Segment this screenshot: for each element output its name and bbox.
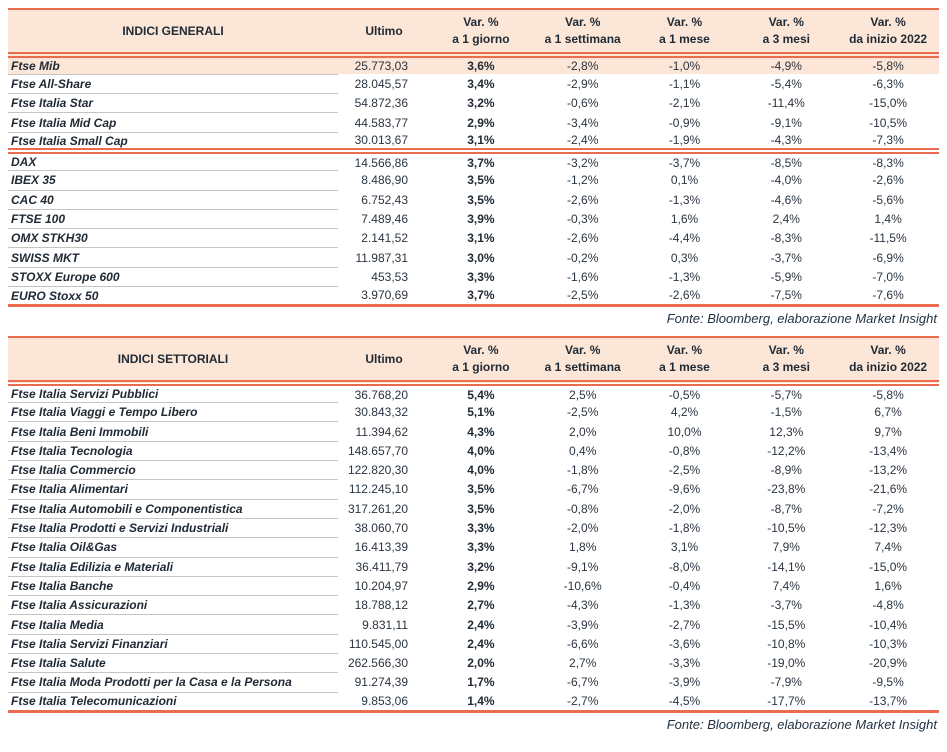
var-value: -13,7% xyxy=(869,694,908,708)
var-value: -6,3% xyxy=(872,76,904,91)
var-value: -6,7% xyxy=(567,482,599,497)
var-value: -2,6% xyxy=(872,173,904,188)
var-value: 3,0% xyxy=(467,250,495,265)
period-label: da inizio 2022 xyxy=(849,360,928,375)
table-row xyxy=(8,55,939,74)
period-label: a 1 settimana xyxy=(544,32,621,46)
var-value: -5,4% xyxy=(770,76,802,91)
var-value: 2,0% xyxy=(569,424,597,439)
var-value: -2,6% xyxy=(668,288,701,303)
var-value: -7,2% xyxy=(872,501,904,516)
var-value: -1,8% xyxy=(567,463,599,478)
ultimo-value: 25.773,03 xyxy=(338,55,430,74)
table-title: INDICI GENERALI xyxy=(8,9,338,55)
index-name: Ftse Italia Mid Cap xyxy=(8,113,338,132)
var-value: -5,9% xyxy=(770,269,802,284)
index-name: Ftse Italia Star xyxy=(8,94,338,113)
index-name: CAC 40 xyxy=(8,190,338,209)
var-value: -2,5% xyxy=(668,463,701,478)
var-value: -3,7% xyxy=(770,598,802,613)
var-value: -2,7% xyxy=(567,694,599,708)
table-row xyxy=(8,267,939,286)
var-value: -2,8% xyxy=(532,55,634,74)
index-name: Ftse Italia Small Cap xyxy=(11,133,128,148)
var-value: -6,6% xyxy=(567,636,599,651)
table-row xyxy=(8,151,939,170)
var-value: -0,3% xyxy=(567,212,599,227)
column-header-var-1week xyxy=(532,9,634,55)
var-value: -1,9% xyxy=(668,133,701,148)
var-value: -1,6% xyxy=(567,269,599,284)
var-value: 3,3% xyxy=(467,269,495,284)
index-name: Ftse Italia Assicurazioni xyxy=(8,596,338,615)
var-value: 4,0% xyxy=(467,443,495,458)
table-header-row xyxy=(8,9,939,55)
var-value: 9,7% xyxy=(874,424,902,439)
table-row xyxy=(8,113,939,132)
var-label: Var. % xyxy=(768,343,804,358)
var-value: -2,0% xyxy=(567,521,599,536)
var-value: 1,4% xyxy=(467,694,495,708)
source-note: Fonte: Bloomberg, elaborazione Market Insight xyxy=(666,716,937,732)
var-value: -4,8% xyxy=(872,598,904,613)
var-value: 1,8% xyxy=(569,540,597,555)
var-value: -4,3% xyxy=(567,598,599,613)
var-value: -4,6% xyxy=(770,192,802,207)
period-label: da inizio 2022 xyxy=(849,32,928,46)
ultimo-value: 11.987,31 xyxy=(355,250,408,265)
table-row xyxy=(8,441,939,460)
table-row xyxy=(8,557,939,576)
ultimo-value: 2.141,52 xyxy=(361,231,408,246)
var-value: 1,4% xyxy=(874,212,902,227)
var-value: -7,0% xyxy=(872,269,904,284)
var-value: 3,6% xyxy=(430,55,532,74)
ultimo-value: 30.843,32 xyxy=(354,405,408,420)
var-value: -10,5% xyxy=(869,115,908,130)
var-value: -2,0% xyxy=(668,501,701,516)
var-value: -10,4% xyxy=(869,617,908,632)
ultimo-value: 14.566,86 xyxy=(338,151,430,170)
period-label: a 1 giorno xyxy=(452,360,510,375)
index-name: Ftse Italia Banche xyxy=(8,576,338,595)
column-header-ultimo: Ultimo xyxy=(338,9,430,55)
index-name: Ftse Italia Media xyxy=(8,615,338,634)
ultimo-value: 38.060,70 xyxy=(354,521,408,536)
var-value: 3,4% xyxy=(467,76,495,91)
var-value: 2,9% xyxy=(467,115,495,130)
ultimo-value: 18.788,12 xyxy=(354,598,408,613)
table-row xyxy=(8,538,939,557)
ultimo-value: 16.413,39 xyxy=(354,540,408,555)
table-row xyxy=(8,171,939,190)
var-value: -10,8% xyxy=(767,636,806,651)
var-value: -0,4% xyxy=(668,578,701,593)
ultimo-value: 9.831,11 xyxy=(362,617,408,632)
var-value: -11,5% xyxy=(869,231,907,246)
column-header-var-3months xyxy=(735,337,837,383)
table-row xyxy=(8,422,939,441)
var-value: -1,3% xyxy=(668,598,701,613)
var-value: -3,6% xyxy=(668,636,701,651)
var-value: -10,5% xyxy=(767,521,806,536)
var-value: 2,4% xyxy=(467,636,495,651)
var-label: Var. % xyxy=(565,343,601,358)
table-row xyxy=(8,634,939,653)
var-value: -5,7% xyxy=(770,387,802,402)
index-name: Ftse Italia Alimentari xyxy=(8,480,338,499)
var-value: -3,7% xyxy=(770,250,802,265)
var-value: -11,4% xyxy=(767,96,805,111)
var-value: -3,7% xyxy=(634,151,736,170)
var-value: -1,0% xyxy=(634,55,736,74)
var-value: -14,1% xyxy=(767,559,806,574)
var-value: -8,0% xyxy=(668,559,701,574)
column-header-var-ytd2022 xyxy=(837,9,939,55)
period-label: a 1 mese xyxy=(659,32,710,46)
var-value: 5,4% xyxy=(467,387,495,402)
index-name: Ftse Italia Oil&Gas xyxy=(8,538,338,557)
var-value: 12,3% xyxy=(769,424,804,439)
index-name: Ftse Italia Automobili e Componentistica xyxy=(8,499,338,518)
ultimo-value: 8.486,90 xyxy=(361,173,408,188)
var-value: -8,3% xyxy=(770,231,802,246)
period-label: a 1 giorno xyxy=(452,32,510,46)
var-value: -21,6% xyxy=(869,482,908,497)
var-value: 3,2% xyxy=(467,559,495,574)
ultimo-value: 9.853,06 xyxy=(361,694,408,708)
var-value: -0,6% xyxy=(567,96,599,111)
var-value: -8,7% xyxy=(770,501,802,516)
table-row xyxy=(8,615,939,634)
ultimo-value: 110.545,00 xyxy=(348,636,408,651)
index-name: Ftse Italia Salute xyxy=(8,654,338,673)
table-row xyxy=(8,480,939,499)
var-value: 2,4% xyxy=(467,617,495,632)
var-value: -9,1% xyxy=(567,559,599,574)
var-value: -2,5% xyxy=(567,288,599,303)
table-row xyxy=(8,132,939,151)
index-name: SWISS MKT xyxy=(8,248,338,267)
var-value: -15,0% xyxy=(869,96,908,111)
var-value: 3,7% xyxy=(430,151,532,170)
var-value: 7,4% xyxy=(772,578,800,593)
index-name: Ftse Italia Tecnologia xyxy=(8,441,338,460)
var-value: 3,7% xyxy=(467,288,495,303)
var-value: -2,1% xyxy=(668,96,701,111)
table-row xyxy=(8,248,939,267)
table-title: INDICI SETTORIALI xyxy=(8,337,338,383)
var-value: 3,1% xyxy=(467,231,495,246)
var-value: -2,6% xyxy=(567,231,599,246)
index-name: Ftse Italia Servizi Finanziari xyxy=(8,634,338,653)
var-value: -3,4% xyxy=(567,115,599,130)
var-value: 0,4% xyxy=(569,443,597,458)
ultimo-value: 3.970,69 xyxy=(361,288,408,303)
var-value: -5,8% xyxy=(872,387,904,402)
table-row xyxy=(8,209,939,228)
period-label: a 1 mese xyxy=(659,360,710,375)
table-row xyxy=(8,499,939,518)
ultimo-value: 28.045,57 xyxy=(354,76,408,91)
var-value: 2,9% xyxy=(467,578,495,593)
var-label: Var. % xyxy=(768,15,804,29)
index-name: FTSE 100 xyxy=(8,209,338,228)
var-value: 3,1% xyxy=(467,133,495,148)
index-name: Ftse Italia Beni Immobili xyxy=(8,422,338,441)
index-name: Ftse Italia Commercio xyxy=(8,461,338,480)
var-value: -9,5% xyxy=(872,675,904,690)
var-value: 3,3% xyxy=(467,521,495,536)
var-value: -4,3% xyxy=(770,133,802,148)
ultimo-value: 30.013,67 xyxy=(354,133,408,148)
var-value: -4,0% xyxy=(770,173,802,188)
var-value: -8,3% xyxy=(837,151,939,170)
var-value: -4,5% xyxy=(668,694,701,708)
var-value: -19,0% xyxy=(767,656,806,671)
table-row xyxy=(8,518,939,537)
var-value: 1,6% xyxy=(874,578,902,593)
column-header-var-ytd2022 xyxy=(837,337,939,383)
var-value: -2,4% xyxy=(567,133,599,148)
table-row xyxy=(8,673,939,692)
var-value: -0,2% xyxy=(567,250,599,265)
var-value: -5,6% xyxy=(872,192,904,207)
column-header-var-3months xyxy=(735,9,837,55)
period-label: a 1 settimana xyxy=(544,360,621,375)
ultimo-value: 262.566,30 xyxy=(347,656,408,671)
var-value: -10,6% xyxy=(563,578,602,593)
var-value: -15,0% xyxy=(869,559,908,574)
var-value: -7,5% xyxy=(770,288,802,303)
ultimo-value: 91.274,39 xyxy=(354,675,408,690)
var-value: -15,5% xyxy=(767,617,806,632)
var-label: Var. % xyxy=(666,343,703,358)
index-name: STOXX Europe 600 xyxy=(8,267,338,286)
table-row xyxy=(8,74,939,93)
sector-indices-table xyxy=(8,336,939,713)
var-value: -6,9% xyxy=(872,250,904,265)
table-row xyxy=(8,654,939,673)
ultimo-value: 10.204,97 xyxy=(354,578,408,593)
column-header-var-1week xyxy=(532,337,634,383)
ultimo-value: 148.657,70 xyxy=(347,443,408,458)
var-value: -4,4% xyxy=(668,231,701,246)
var-label: Var. % xyxy=(870,15,906,29)
var-label: Var. % xyxy=(870,343,906,358)
period-label: a 3 mesi xyxy=(762,32,810,46)
var-value: 1,7% xyxy=(467,675,495,690)
table-row xyxy=(8,287,939,306)
source-note: Fonte: Bloomberg, elaborazione Market Insight xyxy=(666,311,937,327)
table-row xyxy=(8,190,939,209)
var-label: Var. % xyxy=(463,343,499,358)
period-label: a 3 mesi xyxy=(762,360,810,375)
var-value: 5,1% xyxy=(467,405,495,420)
ultimo-value: 54.872,36 xyxy=(354,96,408,111)
var-value: 3,5% xyxy=(467,192,495,207)
var-value: -1,3% xyxy=(668,269,701,284)
column-header-var-1month xyxy=(634,337,736,383)
ultimo-value: 6.752,43 xyxy=(361,192,408,207)
var-value: -13,2% xyxy=(869,463,908,478)
var-value: -2,9% xyxy=(567,76,599,91)
var-value: 1,6% xyxy=(670,212,699,227)
column-header-var-1month xyxy=(634,9,736,55)
var-value: 3,5% xyxy=(467,482,495,497)
var-value: -2,7% xyxy=(668,617,701,632)
var-value: -1,3% xyxy=(668,192,701,207)
var-value: -1,1% xyxy=(668,76,701,91)
var-label: Var. % xyxy=(565,15,601,29)
var-value: 3,3% xyxy=(467,540,495,555)
var-value: -1,8% xyxy=(668,521,701,536)
var-value: -2,5% xyxy=(567,405,599,420)
index-name: Ftse Italia Viaggi e Tempo Libero xyxy=(8,403,338,422)
table-row xyxy=(8,576,939,595)
var-value: -6,7% xyxy=(567,675,599,690)
var-value: -3,9% xyxy=(668,675,701,690)
table-row xyxy=(8,94,939,113)
index-name: EURO Stoxx 50 xyxy=(11,288,99,303)
var-value: -3,9% xyxy=(567,617,599,632)
var-value: -10,3% xyxy=(869,636,908,651)
column-header-ultimo: Ultimo xyxy=(338,337,430,383)
var-value: 4,3% xyxy=(467,424,495,439)
var-value: 3,2% xyxy=(467,96,495,111)
var-value: -12,3% xyxy=(869,521,908,536)
var-value: -0,8% xyxy=(668,443,701,458)
var-value: -3,2% xyxy=(532,151,634,170)
ultimo-value: 36.411,79 xyxy=(355,559,408,574)
var-value: 2,4% xyxy=(772,212,800,227)
var-value: 2,7% xyxy=(569,656,597,671)
var-value: -1,5% xyxy=(770,405,802,420)
index-name: Ftse Mib xyxy=(8,55,338,74)
table-row xyxy=(8,383,939,402)
var-value: -4,9% xyxy=(735,55,837,74)
ultimo-value: 36.768,20 xyxy=(354,387,408,402)
table-header-row xyxy=(8,337,939,383)
var-value: 6,7% xyxy=(874,405,902,420)
var-value: -17,7% xyxy=(767,694,806,708)
var-value: 0,1% xyxy=(670,173,699,188)
index-name: Ftse Italia Moda Prodotti per la Casa e la Persona xyxy=(8,673,338,692)
column-header-var-1day xyxy=(430,9,532,55)
var-value: -0,5% xyxy=(668,387,701,402)
var-value: 7,9% xyxy=(772,540,800,555)
var-value: 4,2% xyxy=(670,405,699,420)
var-value: 0,3% xyxy=(670,250,699,265)
var-value: -3,3% xyxy=(668,656,701,671)
index-name: DAX xyxy=(8,151,338,170)
var-value: -0,9% xyxy=(668,115,701,130)
index-name: Ftse Italia Telecomunicazioni xyxy=(11,694,177,709)
ultimo-value: 317.261,20 xyxy=(347,501,408,516)
var-value: -8,9% xyxy=(770,463,802,478)
index-name: Ftse Italia Prodotti e Servizi Industriali xyxy=(8,518,338,537)
var-value: 3,1% xyxy=(670,540,699,555)
index-name: Ftse Italia Servizi Pubblici xyxy=(8,383,338,402)
var-value: 3,5% xyxy=(467,501,495,516)
var-value: 2,7% xyxy=(467,598,495,613)
table-row xyxy=(8,403,939,422)
var-value: -5,8% xyxy=(837,55,939,74)
var-value: -0,8% xyxy=(567,501,599,516)
var-value: 7,4% xyxy=(874,540,902,555)
var-value: -12,2% xyxy=(767,443,806,458)
ultimo-value: 11.394,62 xyxy=(355,424,408,439)
var-value: -20,9% xyxy=(869,656,908,671)
var-value: -8,5% xyxy=(735,151,837,170)
var-value: -23,8% xyxy=(767,482,806,497)
ultimo-value: 453,53 xyxy=(371,269,408,284)
index-name: Ftse Italia Edilizia e Materiali xyxy=(8,557,338,576)
var-value: -2,6% xyxy=(567,192,599,207)
ultimo-value: 44.583,77 xyxy=(354,115,408,130)
var-label: Var. % xyxy=(463,15,499,29)
table-row xyxy=(8,229,939,248)
table-row xyxy=(8,461,939,480)
index-name: OMX STKH30 xyxy=(8,229,338,248)
ultimo-value: 122.820,30 xyxy=(347,463,408,478)
var-value: -7,9% xyxy=(770,675,802,690)
var-value: -7,3% xyxy=(872,133,904,148)
ultimo-value: 7.489,46 xyxy=(361,212,408,227)
general-indices-table xyxy=(8,8,939,307)
var-value: -13,4% xyxy=(869,443,908,458)
var-value: 2,0% xyxy=(467,656,495,671)
index-name: Ftse All-Share xyxy=(8,74,338,93)
ultimo-value: 112.245,10 xyxy=(348,482,408,497)
column-header-var-1day xyxy=(430,337,532,383)
var-value: -9,6% xyxy=(668,482,701,497)
var-value: 10,0% xyxy=(667,424,702,439)
var-value: 4,0% xyxy=(467,463,495,478)
index-name: IBEX 35 xyxy=(8,171,338,190)
var-value: -1,2% xyxy=(567,173,599,188)
table-row xyxy=(8,596,939,615)
table-row xyxy=(8,692,939,711)
var-value: 3,9% xyxy=(467,212,495,227)
var-value: -9,1% xyxy=(770,115,802,130)
var-value: -7,6% xyxy=(872,288,904,303)
var-label: Var. % xyxy=(666,15,703,29)
var-value: 3,5% xyxy=(467,173,495,188)
var-value: 2,5% xyxy=(569,387,597,402)
